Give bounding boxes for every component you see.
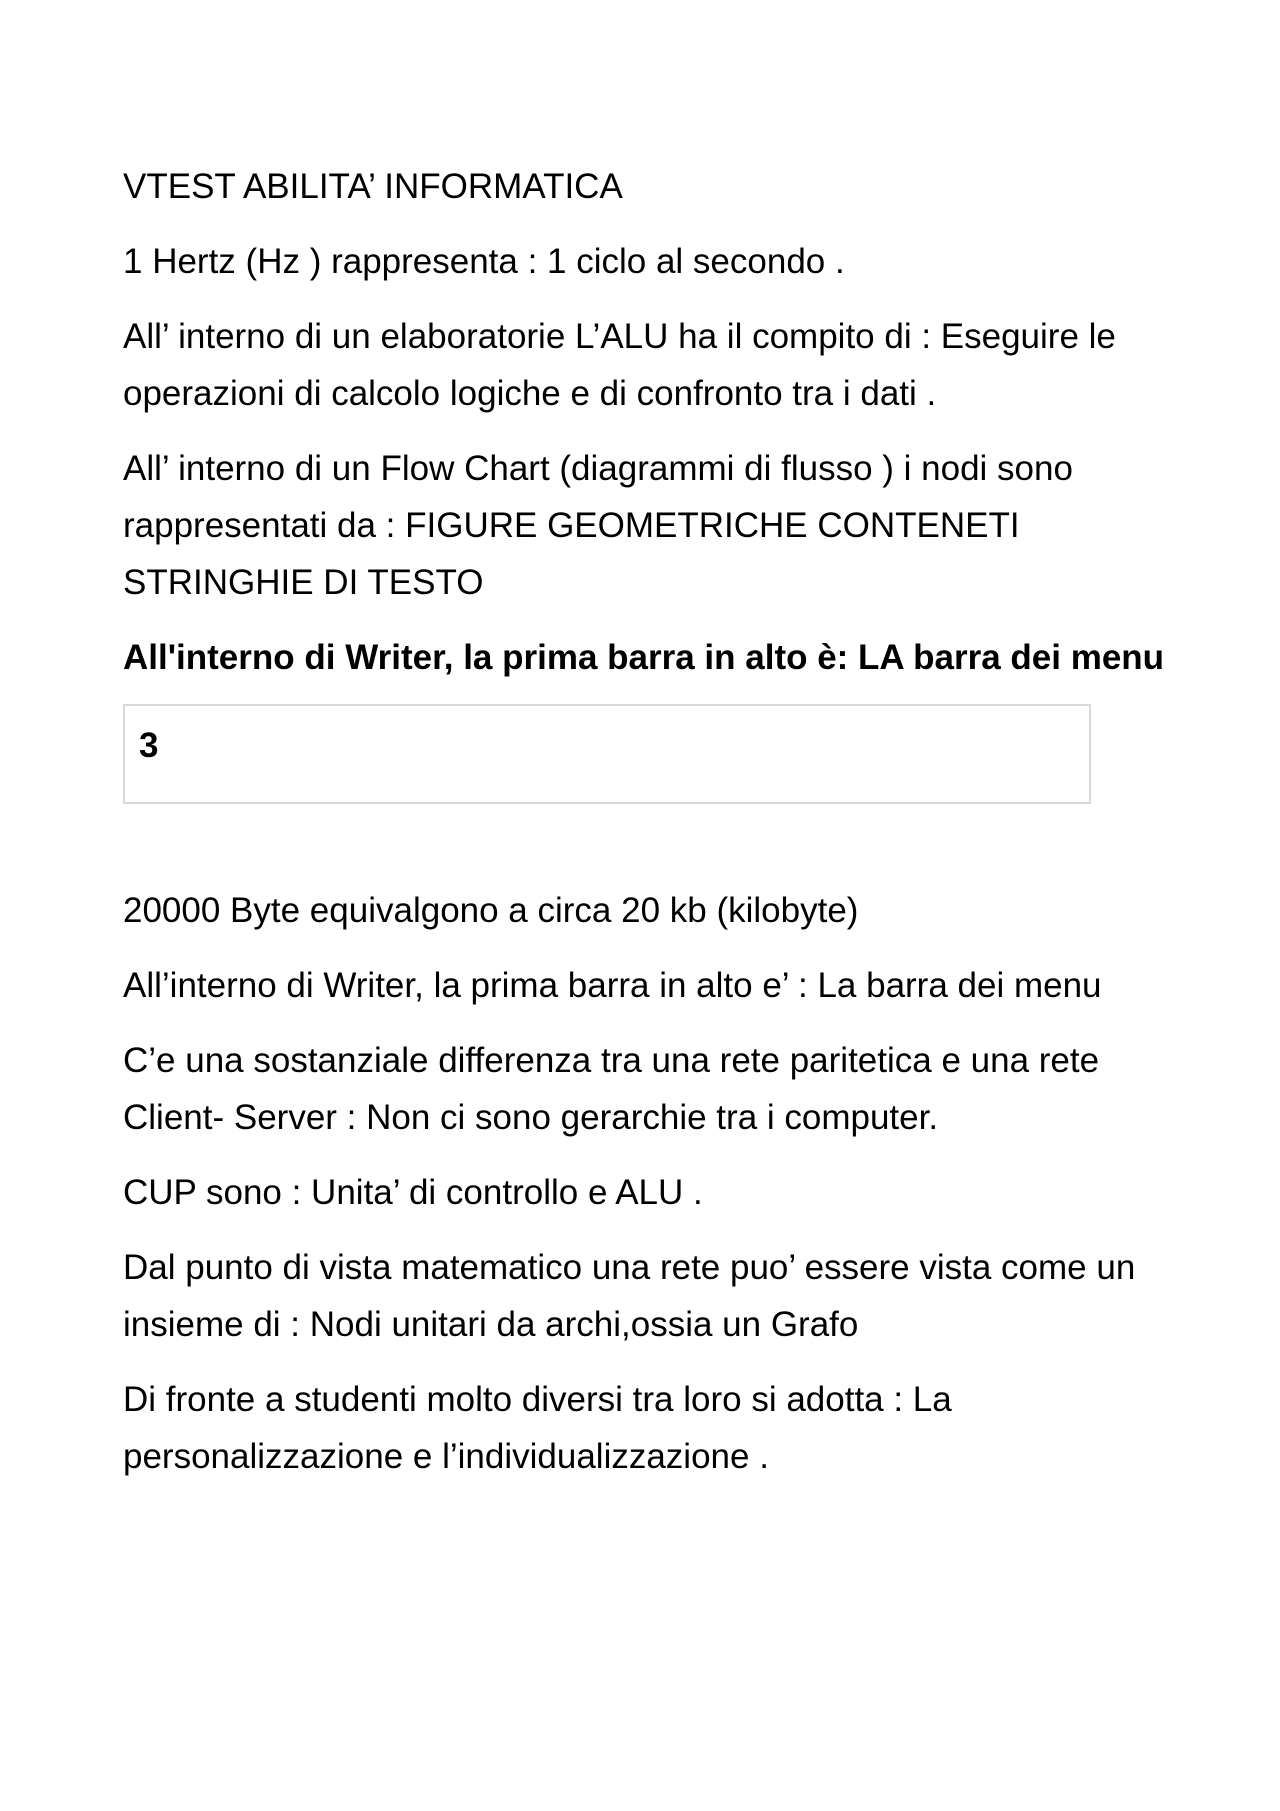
paragraph-bytes: 20000 Byte equivalgono a circa 20 kb (kilobyte) (123, 891, 859, 930)
paragraph-network: C’e una sostanziale differenza tra una rete paritetica e una rete Client- Server : Non ci sono gerarchie tra i computer. (123, 1041, 1100, 1137)
paragraph-cup: CUP sono : Unita’ di controllo e ALU . (123, 1173, 703, 1212)
document-title: VTEST ABILITA’ INFORMATICA (123, 167, 623, 206)
paragraph-writer-bar: All’interno di Writer, la prima barra in alto e’ : La barra dei menu (123, 966, 1102, 1005)
answer-input-box[interactable] (123, 704, 1091, 804)
question-writer-bold: All'interno di Writer, la prima barra in alto è: LA barra dei menu (123, 638, 1165, 677)
paragraph-flowchart: All’ interno di un Flow Chart (diagrammi di flusso ) i nodi sono rappresentati da : FIGURE GEOMETRICHE CONTENETI STRINGHIE DI TESTO (123, 449, 1073, 602)
answer-value: 3 (139, 726, 159, 765)
paragraph-students: Di fronte a studenti molto diversi tra loro si adotta : La personalizzazione e l’individualizzazione . (123, 1380, 952, 1476)
document-body (123, 158, 1173, 1503)
paragraph-graph: Dal punto di vista matematico una rete puo’ essere vista come un insieme di : Nodi unitari da archi,ossia un Grafo (123, 1248, 1136, 1344)
paragraph-hertz: 1 Hertz (Hz ) rappresenta : 1 ciclo al secondo . (123, 242, 845, 281)
paragraph-alu: All’ interno di un elaboratorie L’ALU ha il compito di : Eseguire le operazioni di calcolo logiche e di confronto tra i dati . (123, 317, 1116, 413)
